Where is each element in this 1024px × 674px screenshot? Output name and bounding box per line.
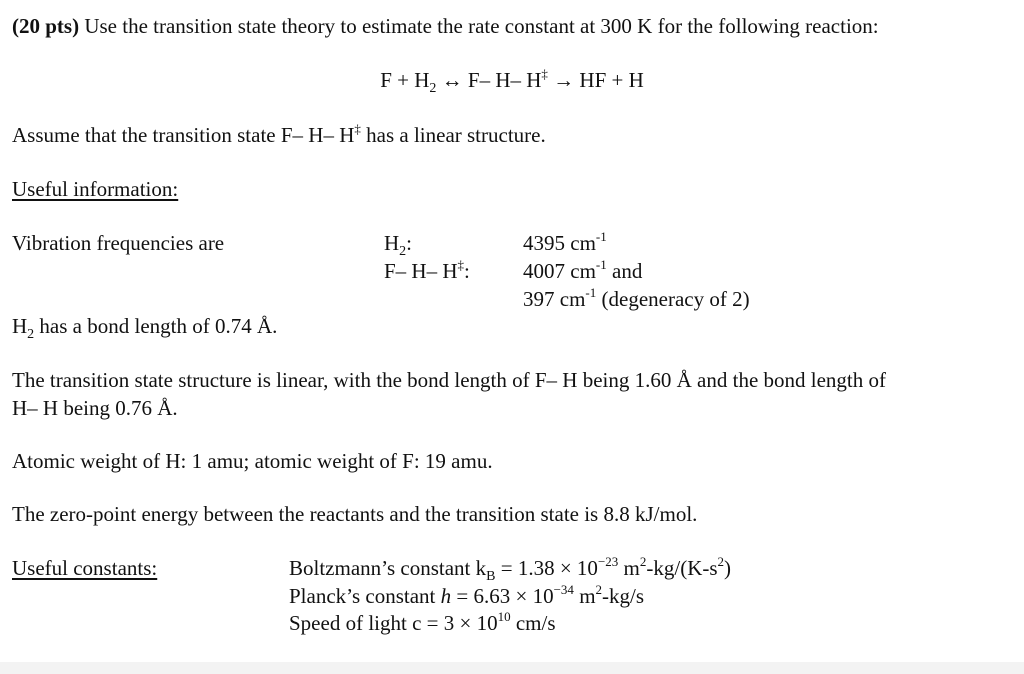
ts-symbol: F– H– H [384,259,458,283]
light-unit: cm/s [510,611,556,635]
planck-unit-exp: 2 [595,582,603,597]
planck-label: Planck’s constant [289,584,441,608]
boltzmann-value: = 1.38 × 10 [495,556,598,580]
reaction-dagger: ‡ [541,66,548,81]
reaction-h2-subscript: 2 [429,81,437,97]
planck-unit-end: -kg/s [602,584,645,608]
boltzmann-unit-exp: 2 [639,554,647,569]
h2-symbol: H [384,231,400,255]
bottom-divider [0,662,1024,674]
ts-structure-line-1 [12,366,886,394]
hh-bond-text: being 0.76 Å. [58,396,178,420]
inverse-exponent: -1 [595,257,607,272]
light-exponent: 10 [497,609,511,624]
zero-point-energy: The zero-point energy between the reactants and the transition state is 8.8 kJ/mol. [12,502,698,526]
boltzmann-exponent: −23 [597,554,619,569]
ts-structure-text: The transition state structure is linear, with the bond length of [12,368,535,392]
ts-frequency-2 [523,285,750,313]
hh-bond: H– H [12,396,59,420]
ts-dagger: ‡ [457,257,465,272]
vib-freq-label: Vibration frequencies are [12,231,225,255]
useful-constants-heading: Useful constants: [12,556,158,580]
h2-bond-symbol: H [12,314,28,338]
assumption-ts: F– H– H [280,123,355,147]
boltzmann-constant [289,554,732,585]
h2-bond-subscript: 2 [27,327,35,343]
useful-info-heading: Useful information: [12,177,179,201]
reaction-transition-state: F– H– H [467,68,542,92]
reaction-equation [0,66,1024,97]
planck-constant [289,582,644,610]
h2-species-label [384,229,413,260]
ts-freq2-suffix: (degeneracy of 2) [596,287,750,311]
boltzmann-label: Boltzmann’s constant k [289,556,487,580]
ts-freq1-value: 4007 cm [523,259,596,283]
planck-value: = 6.63 × 10 [451,584,554,608]
planck-unit: m [573,584,596,608]
planck-exponent: −34 [553,582,574,597]
forward-arrow: → [547,68,580,92]
light-label: Speed of light c = 3 × 10 [289,611,498,635]
h2-bond-text: has a bond length of 0.74 Å. [34,314,278,338]
ts-colon: : [464,259,470,283]
atomic-weights: Atomic weight of H: 1 amu; atomic weight of F: 19 amu. [12,449,493,473]
problem-statement: Use the transition state theory to estimate the rate constant at 300 K for the following reaction: [84,14,879,38]
h2-colon: : [406,231,413,255]
assumption-text: Assume that the transition state [12,123,281,147]
points-label: (20 pts) [12,14,80,38]
equilibrium-arrow: ↔ [436,68,468,92]
fh-bond: F– H [534,368,578,392]
h2-frequency [523,229,607,257]
ts-structure-line-2 [12,394,178,422]
planck-symbol: h [440,584,452,608]
reaction-products: HF + H [579,68,644,92]
boltzmann-unit-mid: -kg/(K-s [646,556,718,580]
h2-bond-length [12,312,278,343]
problem-header [12,12,879,40]
ts-freq2-value: 397 cm [523,287,586,311]
ts-frequency-1 [523,257,642,285]
ts-freq1-suffix: and [606,259,643,283]
assumption-line [12,121,546,149]
ts-structure-text-end: being 1.60 Å and the bond length of [577,368,887,392]
assumption-dagger: ‡ [354,121,361,136]
boltzmann-subscript: B [486,569,496,585]
boltzmann-unit-end: ) [724,556,732,580]
h2-freq-value: 4395 cm [523,231,596,255]
boltzmann-unit-exp2: 2 [717,554,725,569]
boltzmann-unit: m [618,556,640,580]
speed-of-light [289,609,556,637]
assumption-text-end: has a linear structure. [360,123,546,147]
inverse-exponent: -1 [585,285,597,300]
inverse-exponent: -1 [595,229,607,244]
h2-subscript: 2 [399,244,407,260]
ts-species-label [384,257,470,285]
reaction-reactants: F + H [380,68,430,92]
